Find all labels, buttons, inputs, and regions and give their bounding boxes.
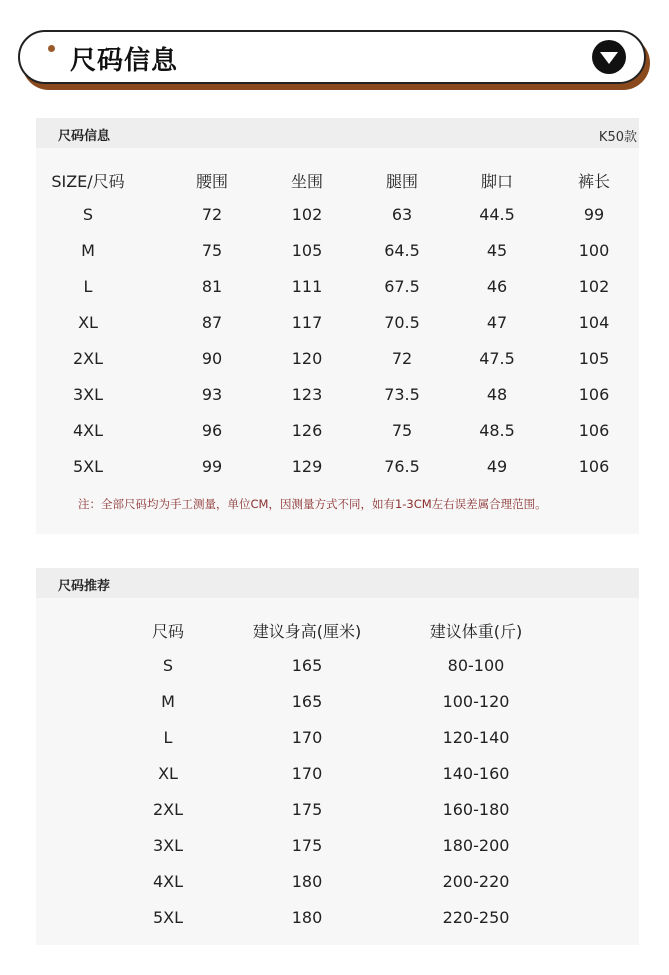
table-cell: 2XL — [72, 349, 104, 368]
table-cell: 106 — [578, 457, 610, 476]
table-cell: 4XL — [72, 421, 104, 440]
table-cell: 81 — [201, 277, 223, 296]
section-header — [18, 30, 646, 84]
table-cell: 106 — [578, 385, 610, 404]
column-header: SIZE/尺码 — [51, 172, 125, 191]
column-header: 建议体重(斤) — [429, 622, 523, 641]
table-cell: 99 — [201, 457, 223, 476]
table-cell: 180 — [291, 872, 323, 891]
table-cell: 165 — [291, 656, 323, 675]
table-cell: 117 — [291, 313, 323, 332]
table-cell: 49 — [486, 457, 508, 476]
table-cell: 102 — [578, 277, 610, 296]
table-cell: 76.5 — [384, 457, 420, 476]
table-cell: 105 — [291, 241, 323, 260]
table-cell: 220-250 — [442, 908, 510, 927]
table-cell: 93 — [201, 385, 223, 404]
table-cell: 3XL — [72, 385, 104, 404]
table-cell: 87 — [201, 313, 223, 332]
table-cell: 72 — [391, 349, 413, 368]
table-cell: 47.5 — [479, 349, 515, 368]
table-cell: 45 — [486, 241, 508, 260]
table-cell: 48.5 — [479, 421, 515, 440]
table-cell: 73.5 — [384, 385, 420, 404]
model-code: K50款 — [598, 130, 637, 145]
table-cell: S — [162, 656, 174, 675]
column-header: 腿围 — [385, 172, 419, 191]
table-cell: 96 — [201, 421, 223, 440]
table-cell: 200-220 — [442, 872, 510, 891]
table-cell: 99 — [583, 205, 605, 224]
table-cell: 3XL — [152, 836, 184, 855]
column-header: 坐围 — [290, 172, 324, 191]
table-cell: 63 — [391, 205, 413, 224]
table-cell: 5XL — [152, 908, 184, 927]
table-cell: 44.5 — [479, 205, 515, 224]
table-cell: 105 — [578, 349, 610, 368]
table-cell: 120 — [291, 349, 323, 368]
table-cell: 111 — [291, 277, 323, 296]
table-cell: M — [161, 692, 175, 711]
table-cell: 64.5 — [384, 241, 420, 260]
column-header: 腰围 — [195, 172, 229, 191]
table-cell: 104 — [578, 313, 610, 332]
size-info-panel — [36, 118, 639, 534]
table-cell: 170 — [291, 728, 323, 747]
size-recommend-header — [36, 568, 639, 598]
column-header: 脚口 — [480, 172, 514, 191]
table-cell: 106 — [578, 421, 610, 440]
table-cell: 90 — [201, 349, 223, 368]
table-cell: 2XL — [152, 800, 184, 819]
table-cell: 47 — [486, 313, 508, 332]
table-cell: 100 — [578, 241, 610, 260]
table-cell: 126 — [291, 421, 323, 440]
table-cell: 46 — [486, 277, 508, 296]
column-header: 裤长 — [577, 172, 611, 191]
table-cell: 180-200 — [442, 836, 510, 855]
bullet-dot-icon — [48, 45, 55, 52]
table-cell: 160-180 — [442, 800, 510, 819]
table-cell: 67.5 — [384, 277, 420, 296]
table-cell: S — [82, 205, 94, 224]
table-cell: L — [163, 728, 173, 747]
section-title: 尺码信息 — [70, 46, 179, 76]
table-cell: 5XL — [72, 457, 104, 476]
size-info-label: 尺码信息 — [58, 129, 111, 144]
table-cell: 175 — [291, 836, 323, 855]
column-header: 尺码 — [151, 622, 185, 641]
table-cell: 175 — [291, 800, 323, 819]
table-cell: 48 — [486, 385, 508, 404]
table-cell: 80-100 — [447, 656, 505, 675]
table-cell: 123 — [291, 385, 323, 404]
table-cell: 100-120 — [442, 692, 510, 711]
table-cell: L — [83, 277, 93, 296]
table-cell: 170 — [291, 764, 323, 783]
table-cell: 129 — [291, 457, 323, 476]
size-info-header — [36, 118, 639, 148]
table-cell: M — [81, 241, 95, 260]
table-cell: 165 — [291, 692, 323, 711]
table-cell: 70.5 — [384, 313, 420, 332]
measurement-note: 注：全部尺码均为手工测量，单位CM，因测量方式不同，如有1-3CM左右误差属合理范围。 — [78, 497, 547, 511]
table-cell: 120-140 — [442, 728, 510, 747]
table-cell: 102 — [291, 205, 323, 224]
column-header: 建议身高(厘米) — [252, 622, 362, 641]
size-recommend-panel — [36, 568, 639, 945]
table-cell: 140-160 — [442, 764, 510, 783]
size-recommend-label: 尺码推荐 — [58, 579, 111, 594]
table-cell: 72 — [201, 205, 223, 224]
table-cell: 75 — [201, 241, 223, 260]
chevron-down-icon[interactable] — [592, 40, 626, 74]
table-cell: 75 — [391, 421, 413, 440]
table-cell: XL — [78, 313, 98, 332]
table-cell: 4XL — [152, 872, 184, 891]
table-cell: XL — [158, 764, 178, 783]
table-cell: 180 — [291, 908, 323, 927]
